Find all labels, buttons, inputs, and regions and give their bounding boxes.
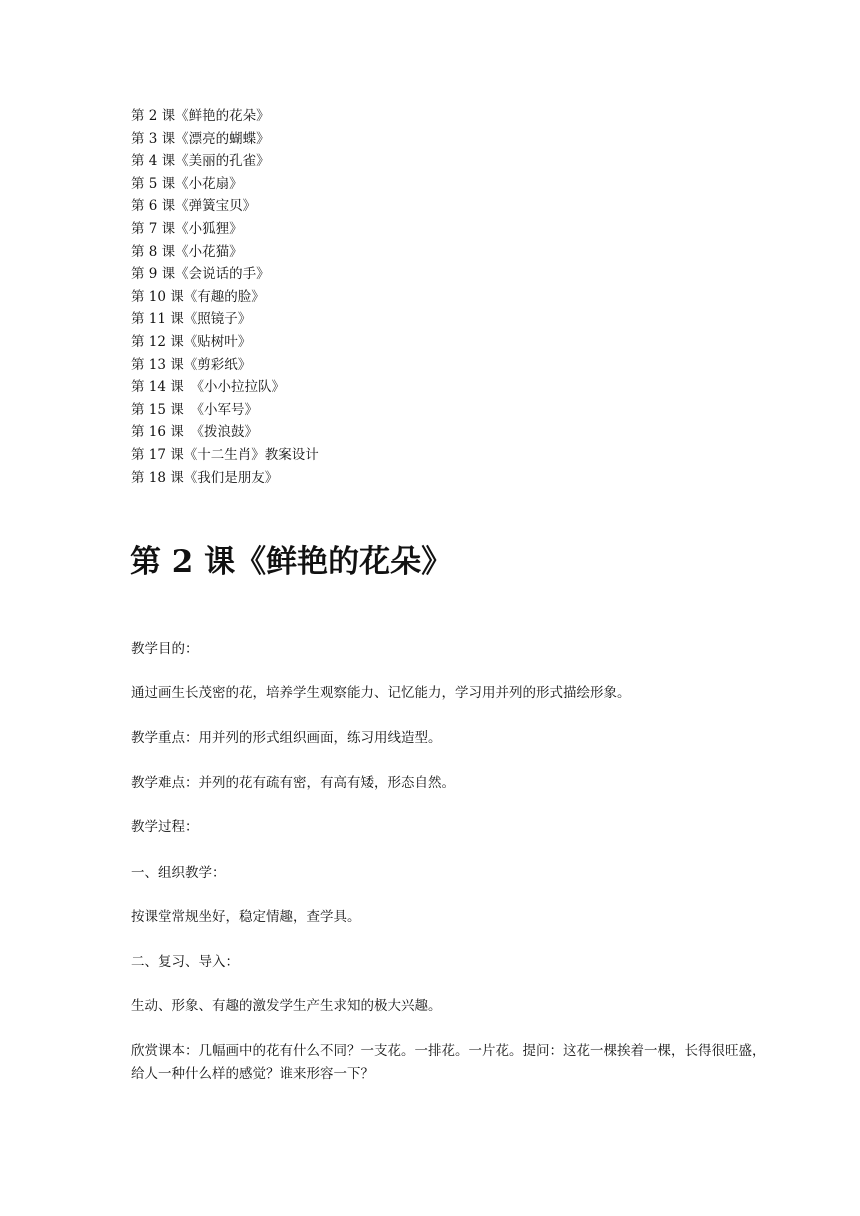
teaching-difficulty: 教学难点：并列的花有疏有密，有高有矮，形态自然。 (131, 775, 455, 791)
toc-item-lesson-17: 第 17 课《十二生肖》教案设计 (131, 446, 319, 463)
toc-item-lesson-10: 第 10 课《有趣的脸》 (131, 288, 265, 305)
step-two-heading: 二、复习、导入： (131, 954, 239, 970)
table-of-contents (131, 105, 751, 489)
toc-item-lesson-15: 第 15 课 《小军号》 (131, 401, 259, 418)
teaching-objective-text: 通过画生长茂密的花，培养学生观察能力、记忆能力，学习用并列的形式描绘形象。 (131, 685, 631, 701)
teaching-process-label: 教学过程： (131, 819, 199, 835)
toc-item-lesson-13: 第 13 课《剪彩纸》 (131, 356, 252, 373)
toc-item-lesson-5: 第 5 课《小花扇》 (131, 175, 243, 192)
toc-item-lesson-18: 第 18 课《我们是朋友》 (131, 469, 279, 486)
toc-item-lesson-8: 第 8 课《小花猫》 (131, 243, 243, 260)
toc-item-lesson-12: 第 12 课《贴树叶》 (131, 333, 252, 350)
step-one-heading: 一、组织教学： (131, 865, 226, 881)
toc-item-lesson-6: 第 6 课《弹簧宝贝》 (131, 198, 257, 215)
toc-item-lesson-9: 第 9 课《会说话的手》 (131, 266, 270, 283)
step-one-text: 按课堂常规坐好，稳定情趣，查学具。 (131, 909, 361, 925)
toc-item-lesson-14: 第 14 课 《小小拉拉队》 (131, 379, 286, 396)
teaching-key-point: 教学重点：用并列的形式组织画面，练习用线造型。 (131, 730, 442, 746)
step-two-text: 生动、形象、有趣的激发学生产生求知的极大兴趣。 (131, 998, 442, 1014)
toc-item-lesson-7: 第 7 课《小狐狸》 (131, 220, 243, 237)
section-heading: 第 2 课《鲜艳的花朵》 (130, 544, 453, 580)
toc-item-lesson-11: 第 11 课《照镜子》 (131, 311, 252, 328)
teaching-objective-label: 教学目的： (131, 641, 199, 657)
toc-item-lesson-16: 第 16 课 《拨浪鼓》 (131, 424, 259, 441)
toc-item-lesson-3: 第 3 课《漂亮的蝴蝶》 (131, 130, 270, 147)
toc-item-lesson-2: 第 2 课《鲜艳的花朵》 (131, 108, 270, 124)
toc-item-lesson-4: 第 4 课《美丽的孔雀》 (131, 153, 270, 170)
textbook-appreciation-text: 欣赏课本：几幅画中的花有什么不同？一支花。一排花。一片花。提问：这花一棵挨着一棵，长得很旺盛，给人一种什么样的感觉？谁来形容一下？ (131, 1043, 766, 1082)
